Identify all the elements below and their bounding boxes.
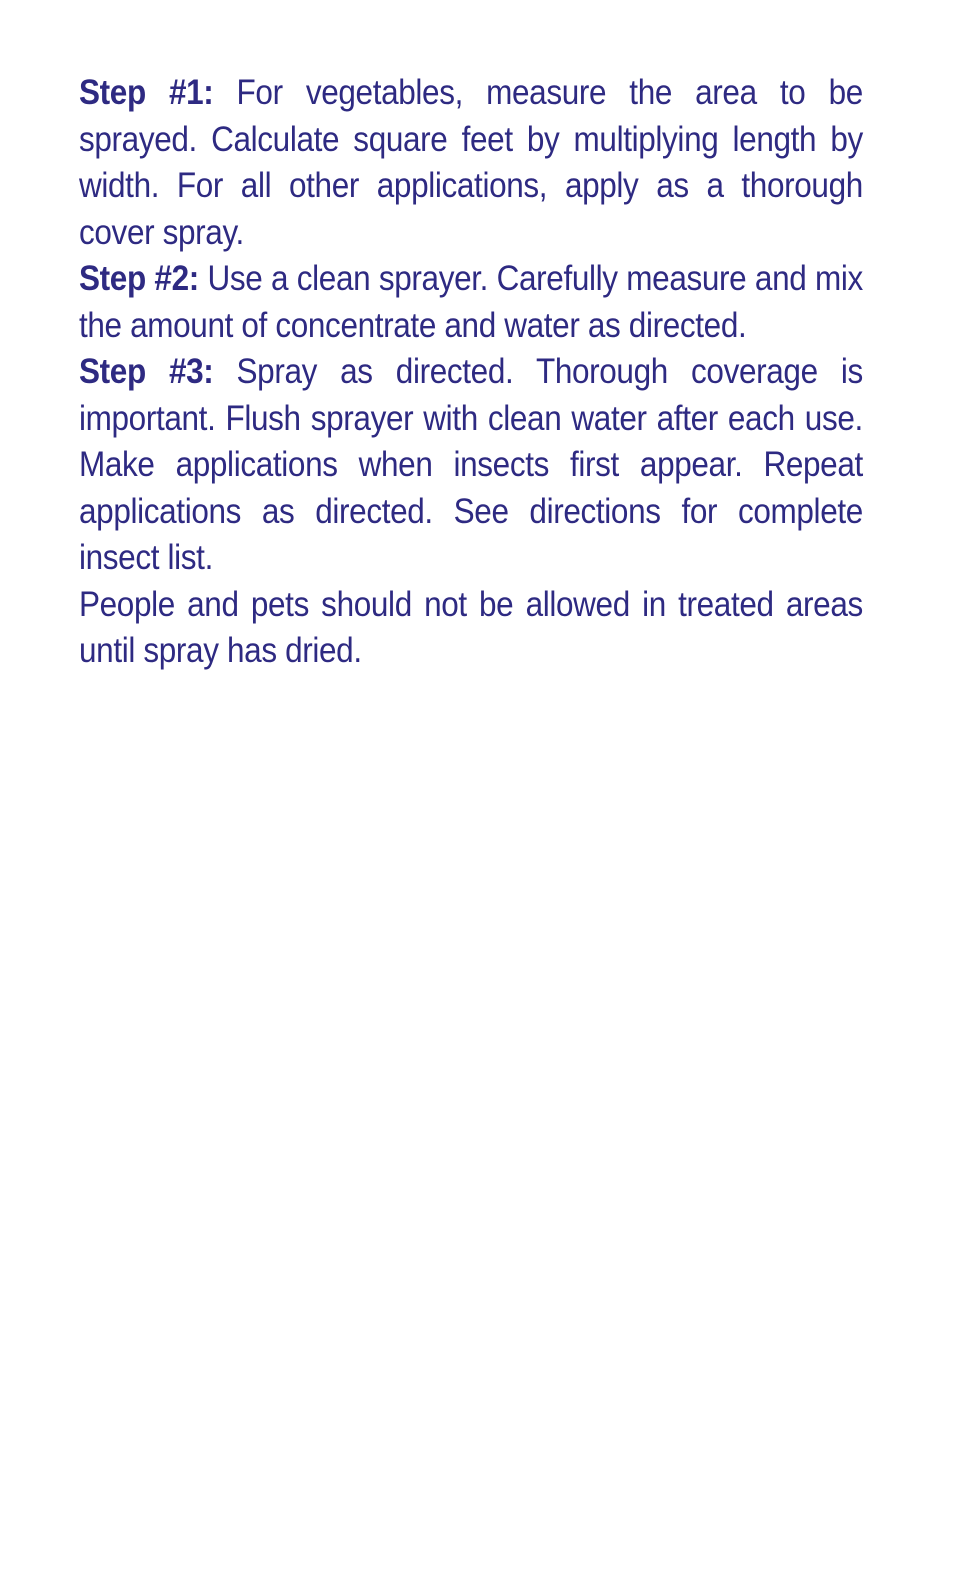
step-3-text: Spray as directed. Thorough coverage is important. Flush sprayer with clean water after each use. Make applications when insects first appear. Repeat applications as directed. See directions for complete insect list.	[79, 352, 863, 577]
safety-note: People and pets should not be allowed in treated areas until spray has dried.	[79, 584, 863, 670]
step-2-text: Use a clean sprayer. Carefully measure and mix the amount of concentrate and water as directed.	[79, 259, 863, 345]
step-2-label: Step #2:	[79, 259, 199, 298]
instructions-text	[79, 70, 863, 675]
step-3-paragraph	[79, 349, 863, 582]
step-2-paragraph	[79, 256, 863, 349]
step-1-label: Step #1:	[79, 73, 214, 112]
step-1-paragraph	[79, 70, 863, 256]
step-1-text: For vegetables, measure the area to be sprayed. Calculate square feet by multiplying length by width. For all other applications, apply as a thorough cover spray.	[79, 73, 863, 252]
step-3-label: Step #3:	[79, 352, 214, 391]
